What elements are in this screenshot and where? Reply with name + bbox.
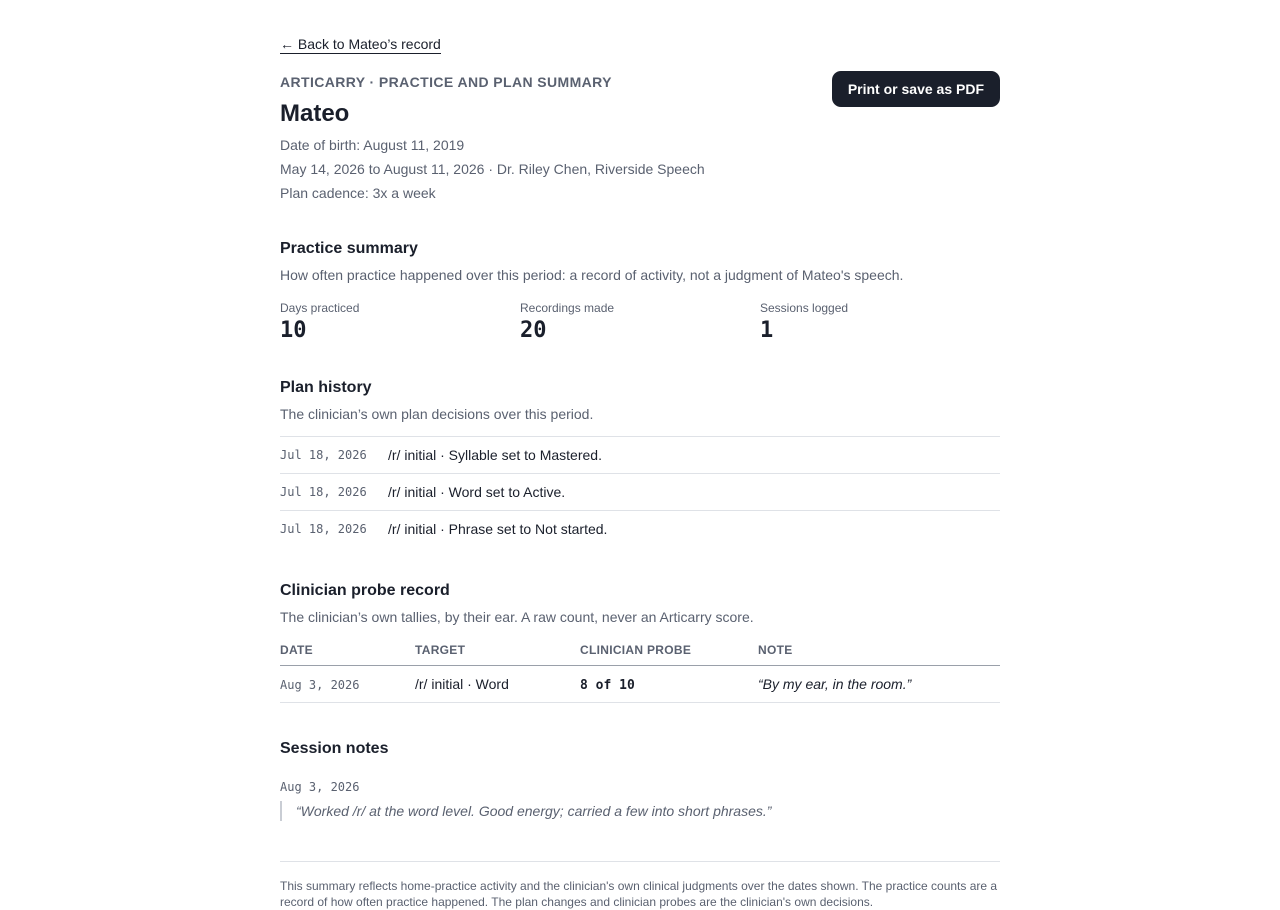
date-of-birth: Date of birth: August 11, 2019 [280, 137, 465, 153]
plan-cadence: Plan cadence: 3x a week [280, 185, 436, 201]
stat-label: Recordings made [520, 301, 615, 315]
session-note-date: Aug 3, 2026 [280, 780, 360, 794]
column-header-note: NOTE [758, 643, 1000, 666]
plan-change-date: Jul 18, 2026 [280, 485, 367, 499]
practice-summary-subtitle: How often practice happened over this period: a record of activity, not a judgment of Mateo's speech. [280, 267, 904, 283]
plan-change-text: /r/ initial · Word set to Active. [388, 484, 566, 500]
session-note [280, 779, 1000, 821]
session-notes-title: Session notes [280, 740, 389, 757]
probe-count: 8 of 10 [580, 677, 635, 693]
probe-note: “By my ear, in the room.” [758, 666, 1000, 703]
practice-summary-section [280, 239, 1000, 344]
plan-change-date: Jul 18, 2026 [280, 448, 367, 462]
report-eyebrow: ARTICARRY · PRACTICE AND PLAN SUMMARY [280, 74, 612, 90]
session-notes-section [280, 739, 1000, 821]
plan-change-date: Jul 18, 2026 [280, 522, 367, 536]
probe-record-section [280, 581, 1000, 703]
probe-table [280, 643, 1000, 703]
back-to-record-link[interactable]: ← Back to Mateo’s record [280, 36, 441, 52]
probe-record-subtitle: The clinician’s own tallies, by their ear. A raw count, never an Articarry score. [280, 609, 754, 625]
stat-sessions-logged [760, 300, 1000, 344]
practice-stats [280, 300, 1000, 344]
list-item [280, 474, 1000, 511]
practice-summary-title: Practice summary [280, 240, 418, 257]
table-row [280, 666, 1000, 703]
summary-page [280, 0, 1000, 910]
stat-days-practiced [280, 300, 520, 344]
plan-history-subtitle: The clinician’s own plan decisions over this period. [280, 406, 594, 422]
table-header-row [280, 643, 1000, 666]
plan-change-text: /r/ initial · Phrase set to Not started. [388, 521, 608, 537]
plan-history-title: Plan history [280, 379, 372, 396]
probe-count-cell [580, 666, 758, 703]
stat-recordings-made [520, 300, 760, 344]
child-meta [280, 133, 1000, 205]
stat-value: 20 [520, 318, 547, 343]
column-header-date: DATE [280, 643, 415, 666]
stat-label: Sessions logged [760, 301, 849, 315]
probe-date: Aug 3, 2026 [280, 678, 360, 692]
summary-disclaimer: This summary reflects home-practice activity and the clinician's own clinical judgments over the dates shown. The practice counts are a record of how often practice happened. The plan changes and clinician probes are the clinician's own decisions. [280, 861, 1000, 910]
child-name: Mateo [280, 100, 350, 127]
summary-header [280, 73, 1000, 205]
probe-record-title: Clinician probe record [280, 582, 450, 599]
probe-date-cell [280, 666, 415, 703]
stat-value: 1 [760, 318, 774, 343]
stat-value: 10 [280, 318, 307, 343]
plan-history-list [280, 436, 1000, 547]
list-item [280, 437, 1000, 474]
probe-target: /r/ initial · Word [415, 666, 580, 703]
list-item [280, 511, 1000, 547]
plan-change-text: /r/ initial · Syllable set to Mastered. [388, 447, 602, 463]
column-header-probe: CLINICIAN PROBE [580, 643, 758, 666]
session-note-quote: “Worked /r/ at the word level. Good energy; carried a few into short phrases.” [280, 801, 1000, 821]
report-period: May 14, 2026 to August 11, 2026 · Dr. Riley Chen, Riverside Speech [280, 161, 705, 177]
stat-label: Days practiced [280, 301, 360, 315]
plan-history-section [280, 378, 1000, 547]
column-header-target: TARGET [415, 643, 580, 666]
print-pdf-button[interactable]: Print or save as PDF [832, 71, 1000, 107]
